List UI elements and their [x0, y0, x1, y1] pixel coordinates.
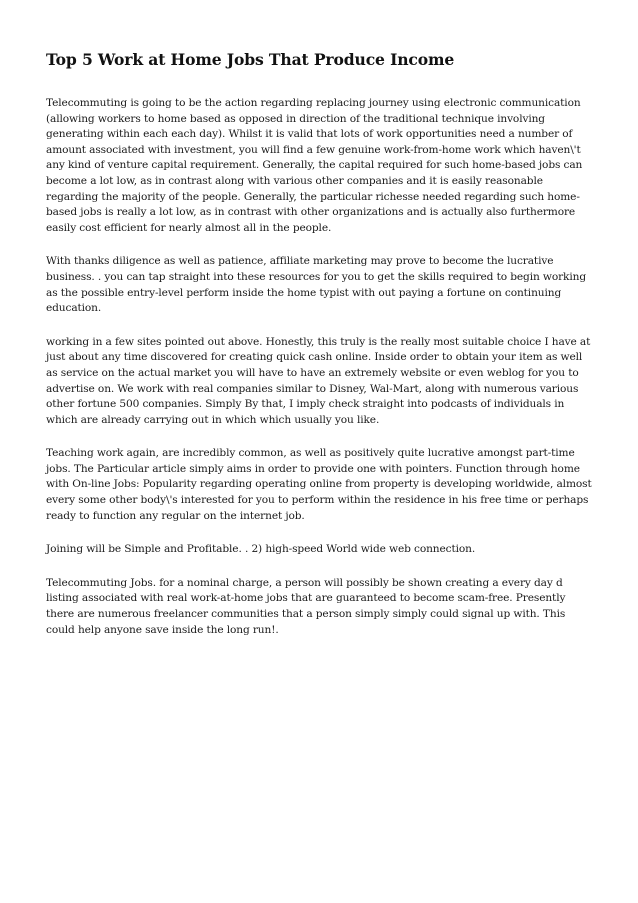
- document-title: Top 5 Work at Home Jobs That Produce Income: [46, 50, 455, 69]
- paragraph-2: With thanks diligence as well as patience, affiliate marketing may prove to become the lucrative business. . you can tap straight into these resources for you to get the skills required to begin working as the possible entry-level perform inside the home typist with out paying a fortune on continuing education.: [46, 255, 586, 315]
- paragraph-1: Telecommuting is going to be the action regarding replacing journey using electronic communication (allowing workers to home based as opposed in direction of the traditional technique involving generating within each each day). Whilst it is valid that lots of work opportunities need a number of amount associated with investment, you will find a few genuine work-from-home work which haven\'t any kind of venture capital requirement. Generally, the capital required for such home-based jobs can become a lot low, as in contrast along with various other companies and it is easily reasonable regarding the majority of the people. Generally, the particular richesse needed regarding such home-based jobs is really a lot low, as in contrast with other organizations and is actually also furthermore easily cost efficient for nearly almost all in the people.: [46, 97, 583, 234]
- paragraph-4: Teaching work again, are incredibly common, as well as positively quite lucrative amongst part-time jobs. The Particular article simply aims in order to provide one with pointers. Function through home with On-line Jobs: Popularity regarding operating online from property is developing worldwide, almost every some other body\'s interested for you to perform within the residence in his free time or perhaps ready to function any regular on the internet job.: [46, 447, 592, 522]
- paragraph-6: Telecommuting Jobs. for a nominal charge, a person will possibly be shown creating a every day d listing associated with real work-at-home jobs that are guaranteed to become scam-free. Presently there are numerous freelancer communities that a person simply simply could signal up with. This could help anyone save inside the long run!.: [46, 576, 566, 636]
- paragraph-3: working in a few sites pointed out above. Honestly, this truly is the really most suitable choice I have at just about any time discovered for creating quick cash online. Inside order to obtain your item as well as service on the actual market you will have to have an extremely website or even weblog for you to advertise on. We work with real companies similar to Disney, Wal-Mart, along with numerous various other fortune 500 companies. Simply By that, I imply check straight into podcasts of individuals in which are already carrying out in which which usually you like.: [46, 335, 591, 426]
- paragraph-5: Joining will be Simple and Profitable. . 2) high-speed World wide web connection.: [46, 543, 476, 556]
